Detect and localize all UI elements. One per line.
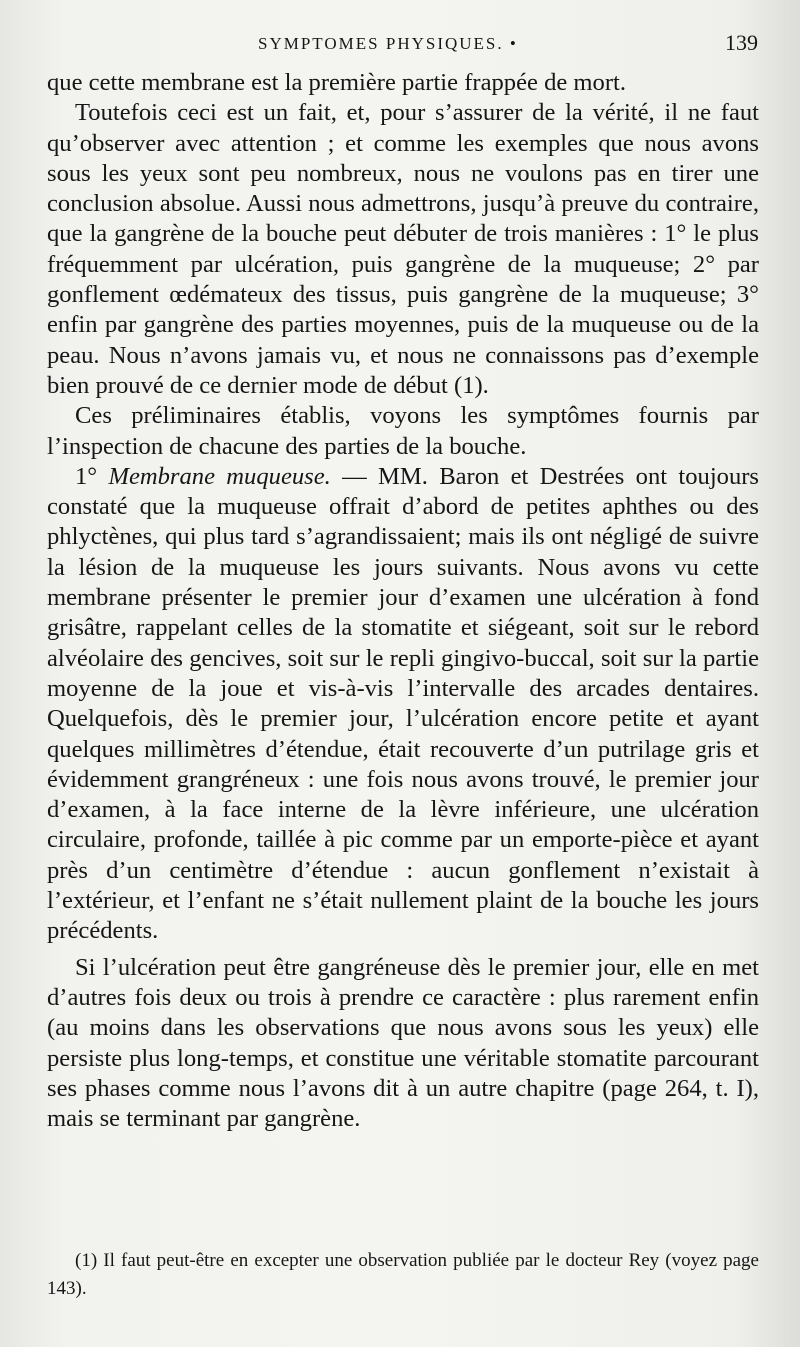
paragraph [47, 68, 759, 98]
paragraph [47, 401, 759, 462]
section-heading: Membrane muqueuse. [108, 462, 331, 490]
body-text [47, 68, 759, 1134]
paragraph-text: Si l’ulcération peut être gangréneuse dès le premier jour, elle en met d’autres fois deux ou trois à prendre ce caractère : plus rarement enfin (au moins dans les observations que nous avons sous les yeux) elle persiste plus long-temps, et constitue une véritable stomatite parcourant ses phases comme nous l’avons dit à un autre chapitre (page 264, t. I), mais se terminant par gangrène. [47, 953, 759, 1133]
page-header [48, 30, 758, 64]
paragraph-text: Toutefois ceci est un fait, et, pour s’assurer de la vérité, il ne faut qu’observer avec attention ; et comme les exemples que nous avons sous les yeux sont peu nombreux, nous ne voulons pas en tirer une conclusion absolue. Aussi nous admettrons, jusqu’à preuve du contraire, que la gangrène de la bouche peut débuter de trois manières : 1° le plus fréquemment par ulcération, puis gangrène de la muqueuse; 2° par gonflement œdémateux des tissus, puis gangrène de la muqueuse; 3° enfin par gangrène des parties moyennes, puis de la muqueuse ou de la peau. Nous n’avons jamais vu, et nous ne connaissons pas d’exemple bien prouvé de ce dernier mode de début (1). [47, 99, 759, 399]
section-number: 1° [75, 462, 109, 490]
page-number: 139 [725, 30, 758, 55]
paragraph-text: Ces préliminaires établis, voyons les symptômes fournis par l’inspection de chacune des parties de la bouche. [47, 402, 759, 460]
paragraph-text: — MM. Baron et Destrées ont toujours constaté que la muqueuse offrait d’abord de petites aphthes ou des phlyctènes, qui plus tard s’agrandissaient; mais ils ont négligé de suivre la lésion de la muqueuse les jours suivants. Nous avons vu cette membrane présenter le premier jour d’examen une ulcération à fond grisâtre, rappelant celles de la stomatite et siégeant, soit sur le rebord alvéolaire des gencives, soit sur le repli gingivo-buccal, soit sur la partie moyenne de la joue et vis-à-vis l’intervalle des arcades dentaires. Quelquefois, dès le premier jour, l’ulcération encore petite et ayant quelques millimètres d’étendue, était recouverte d’un putrilage gris et évidemment grangréneux : une fois nous avons trouvé, le premier jour d’examen, à la face interne de la lèvre inférieure, une ulcération circulaire, profonde, taillée à pic comme par un emporte-pièce et ayant près d’un centimètre d’étendue : aucun gonflement n’existait à l’extérieur, et l’enfant ne s’était nullement plaint de la bouche les jours précédents. [47, 462, 760, 945]
footnotes [47, 1247, 759, 1303]
paragraph [47, 953, 759, 1135]
paragraph [47, 98, 759, 401]
paragraph [47, 462, 759, 947]
footnote: (1) Il faut peut-être en excepter une observation publiée par le docteur Rey (voyez page 143). [47, 1250, 759, 1299]
running-title: SYMPTOMES PHYSIQUES. • [258, 34, 518, 53]
paragraph-text: que cette membrane est la première partie frappée de mort. [47, 69, 627, 96]
